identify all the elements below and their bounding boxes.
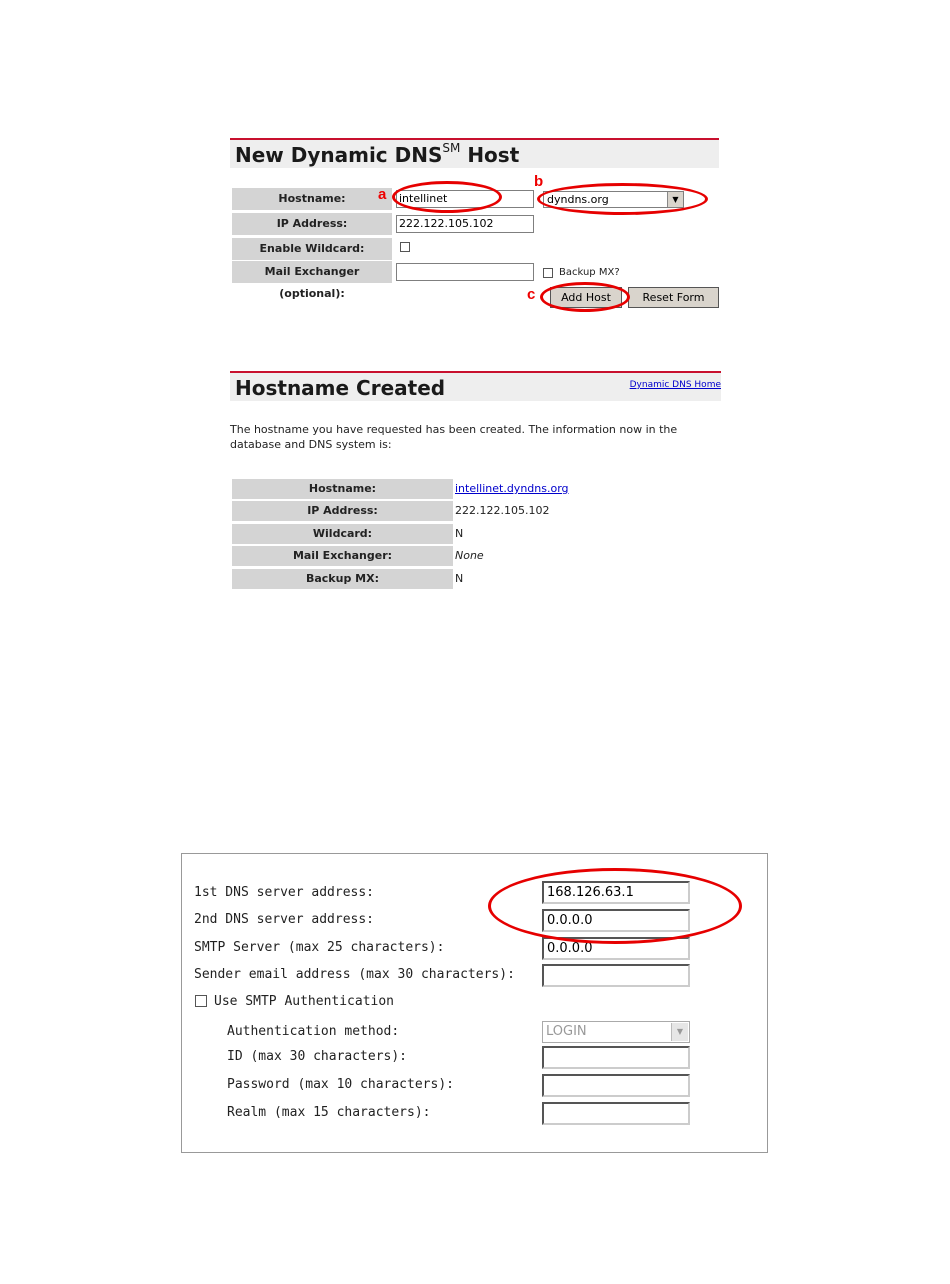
add-host-button[interactable]: Add Host [550,287,622,308]
dns1-input[interactable]: 168.126.63.1 [542,881,690,904]
id-input[interactable] [542,1046,690,1069]
auth-method-label: Authentication method: [227,1024,400,1039]
realm-label: Realm (max 15 characters): [227,1105,431,1120]
new-host-title: New Dynamic DNS℠ Host [235,141,520,167]
enable-wildcard-label: Enable Wildcard: [232,238,392,260]
new-host-header [230,138,719,168]
auth-method-value: LOGIN [546,1024,587,1039]
sender-email-label: Sender email address (max 30 characters): [194,967,515,982]
dns2-input[interactable]: 0.0.0.0 [542,909,690,932]
marker-a: a [378,186,387,203]
dynamic-dns-home-link[interactable]: Dynamic DNS Home [629,380,721,390]
ip-address-label: IP Address: [232,213,392,235]
annotation-oval-domain [537,183,708,215]
marker-b: b [534,173,544,190]
hostname-created-title: Hostname Created [235,376,446,400]
dns2-label: 2nd DNS server address: [194,912,375,927]
annotation-oval-dns [488,868,742,944]
row-mail-exchanger-label: Mail Exchanger: [232,546,453,566]
hostname-created-header [230,371,721,401]
auth-method-select[interactable] [542,1021,690,1043]
hostname-label: Hostname: [232,188,392,210]
sender-email-input[interactable] [542,964,690,987]
annotation-oval-hostname [392,181,502,213]
row-ip-label: IP Address: [232,501,453,521]
marker-c: c [527,286,536,303]
domain-select-value: dyndns.org [547,193,609,206]
dns1-label: 1st DNS server address: [194,885,375,900]
hostname-link[interactable]: intellinet.dyndns.org [455,482,569,495]
mail-exchanger-label: Mail Exchanger (optional): [232,261,392,283]
use-smtp-auth-label: Use SMTP Authentication [214,994,395,1009]
password-input[interactable] [542,1074,690,1097]
smtp-server-label: SMTP Server (max 25 characters): [194,940,445,955]
created-message: The hostname you have requested has been created. The information now in the database and DNS system is: [230,423,678,451]
row-wildcard-label: Wildcard: [232,524,453,544]
row-backup-mx-value: N [455,572,464,585]
row-hostname-label: Hostname: [232,479,453,499]
row-hostname-value [455,479,569,499]
mail-exchanger-input[interactable] [396,263,534,281]
password-label: Password (max 10 characters): [227,1077,454,1092]
row-mail-exchanger-value: None [455,549,484,562]
annotation-oval-add-host [540,282,630,312]
use-smtp-auth-checkbox[interactable] [195,995,207,1007]
backup-mx-checkbox[interactable] [543,268,553,278]
row-wildcard-value: N [455,527,464,540]
ip-address-input[interactable]: 222.122.105.102 [396,215,534,233]
backup-mx-label: Backup MX? [559,267,620,278]
row-backup-mx-label: Backup MX: [232,569,453,589]
realm-input[interactable] [542,1102,690,1125]
smtp-server-input[interactable]: 0.0.0.0 [542,937,690,960]
chevron-down-icon[interactable]: ▼ [671,1023,688,1041]
enable-wildcard-checkbox[interactable] [400,242,410,252]
reset-form-button[interactable]: Reset Form [628,287,719,308]
hostname-input[interactable]: intellinet [396,190,534,208]
row-ip-value: 222.122.105.102 [455,504,550,517]
id-label: ID (max 30 characters): [227,1049,408,1064]
chevron-down-icon[interactable]: ▼ [667,192,683,207]
